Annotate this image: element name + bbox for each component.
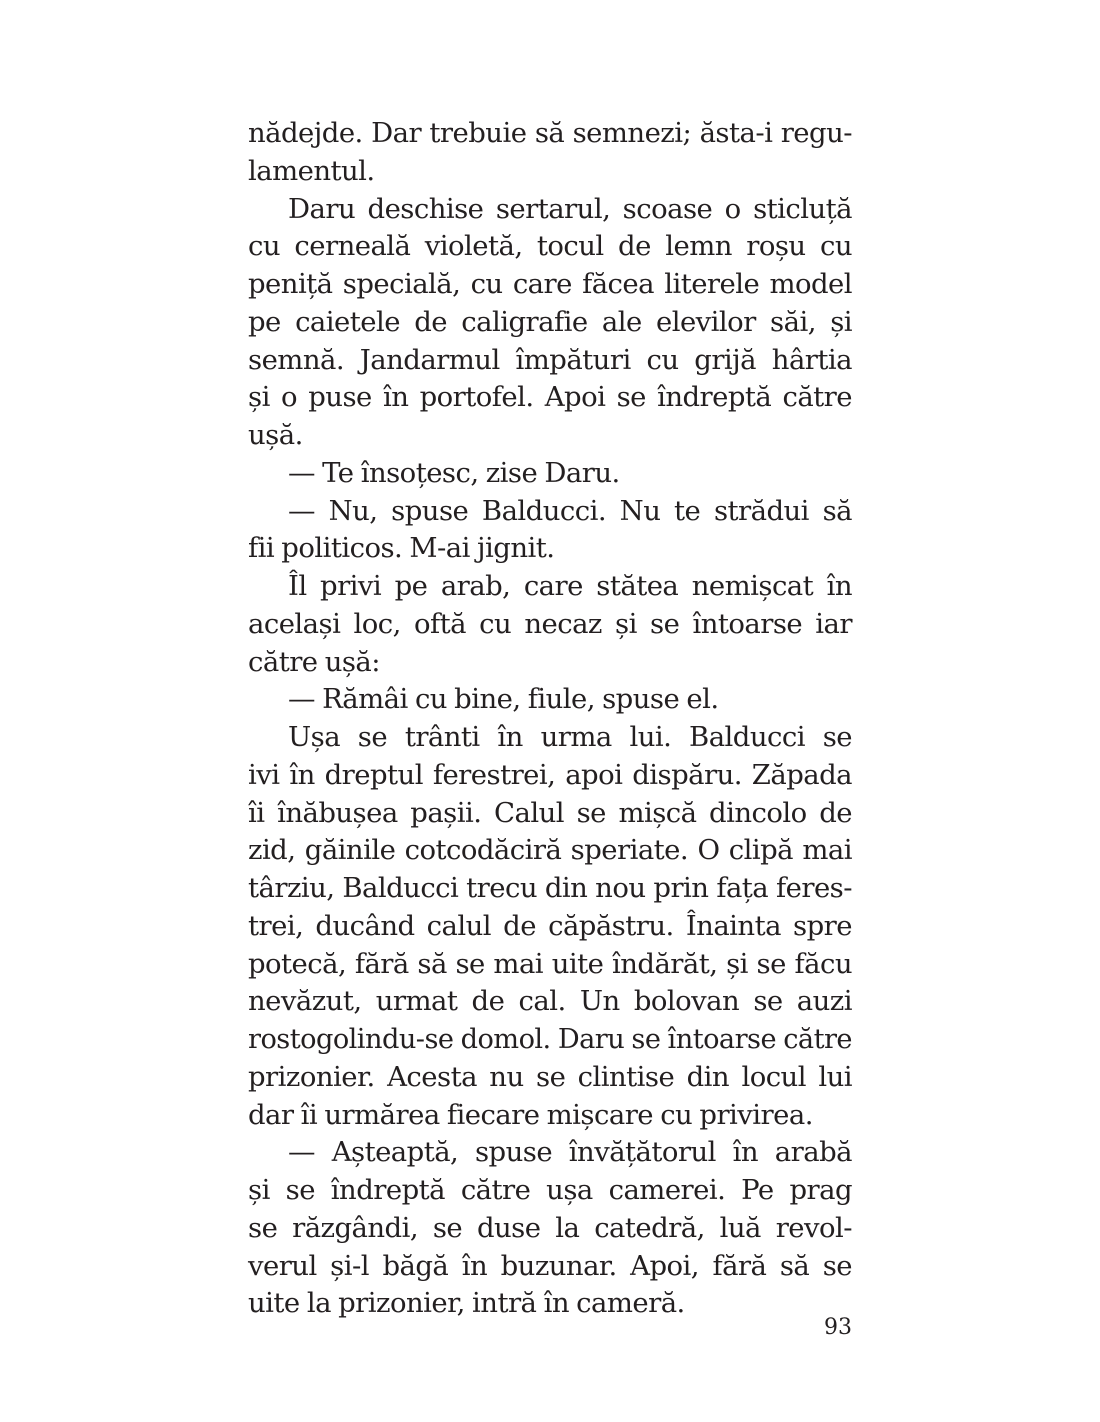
text-line: și o puse în portofel. Apoi se îndreptă către [248,381,852,414]
text-line: fii politicos. M-ai jignit. [248,532,555,565]
text-line: Îl privi pe arab, care stătea nemișcat în [288,570,852,602]
text-line: cu cerneală violetă, tocul de lemn roșu cu [248,230,852,263]
text-line: ușă. [248,419,303,451]
text-line: nevăzut, urmat de cal. Un bolovan se auzi [248,985,852,1018]
text-line: prizonier. Acesta nu se clintise din locul lui [248,1060,852,1093]
text-line: către ușă: [248,645,380,678]
dialogue-line: — Așteaptă, spuse învățătorul în arabă [288,1136,852,1169]
text-line: pe caietele de caligrafie ale elevilor săi, și [248,305,852,338]
text-line: ivi în dreptul ferestrei, apoi dispăru. Zăpada [248,758,852,791]
text-line: nădejde. Dar trebuie să semnezi; ăsta-i regu- [248,117,852,149]
text-line: lamentul. [248,154,375,187]
text-line: trei, ducând calul de căpăstru. Înainta spre [248,909,852,942]
text-line: rostogolindu-se domol. Daru se întoarse către [248,1024,852,1055]
text-line: îi înăbușea pașii. Calul se mișcă dincolo de [248,796,852,829]
text-line: Ușa se trânti în urma lui. Balducci se [288,721,852,753]
text-line: potecă, fără să se mai uite îndărăt, și se făcu [248,947,852,980]
text-line: verul și-l băgă în buzunar. Apoi, fără să se [248,1249,852,1282]
text-line: peniță specială, cu care făcea literele model [248,268,852,300]
text-line: zid, găinile cotcodăciră speriate. O clipă mai [248,834,852,867]
dialogue-line: — Nu, spuse Balducci. Nu te strădui să [288,494,852,527]
text-line: același loc, oftă cu necaz și se întoarse iar [248,607,852,640]
text-line: se răzgândi, se duse la catedră, luă revol- [248,1211,852,1244]
page-number: 93 [824,1315,852,1340]
text-line: dar îi urmărea fiecare mișcare cu privirea. [248,1098,813,1131]
text-line: și se îndreptă către ușa camerei. Pe prag [248,1174,852,1206]
text-line: semnă. Jandarmul împături cu grijă hârtia [248,343,852,376]
text-line: Daru deschise sertarul, scoase o sticluță [288,192,852,225]
text-line: uite la prizonier, intră în cameră. [248,1287,685,1320]
text-line: târziu, Balducci trecu din nou prin fața feres- [248,872,852,904]
dialogue-line: — Te însoțesc, zise Daru. [288,456,620,489]
dialogue-line: — Rămâi cu bine, fiule, spuse el. [288,683,719,716]
body-text [248,115,852,1323]
